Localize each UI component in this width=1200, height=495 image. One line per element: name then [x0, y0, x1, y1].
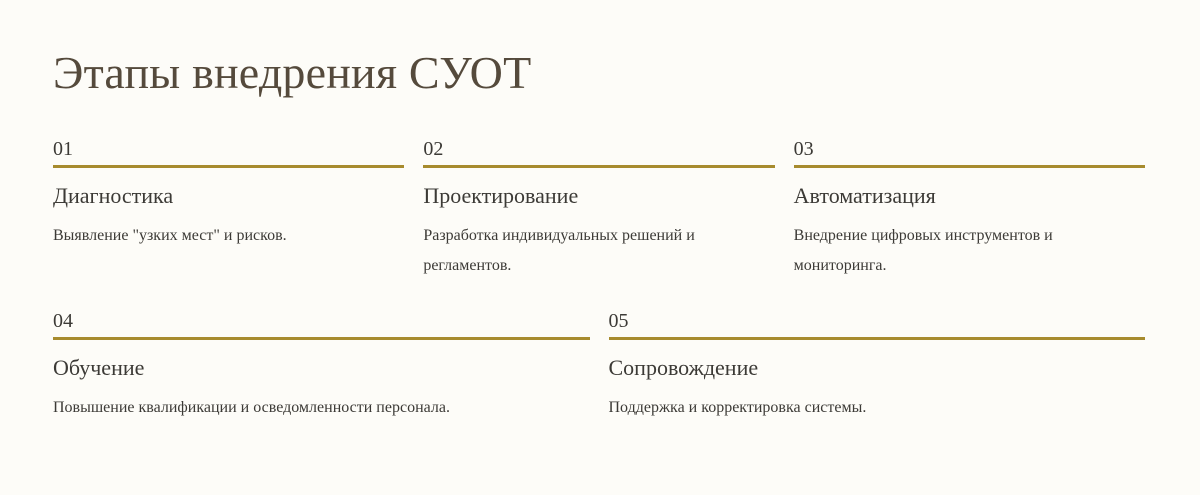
stage-card-5	[609, 310, 1146, 423]
stage-number: 03	[793, 138, 814, 160]
stage-divider	[609, 337, 1146, 340]
stage-card-3	[794, 138, 1145, 281]
stage-number: 01	[53, 138, 73, 160]
stages-row-bottom	[53, 310, 1145, 423]
stage-number: 02	[423, 138, 444, 160]
section-title: Этапы внедрения СУОТ	[53, 47, 532, 98]
stage-number: 05	[608, 310, 629, 332]
stage-divider	[794, 165, 1145, 168]
stage-title: Обучение	[53, 355, 145, 380]
stage-divider	[53, 165, 404, 168]
stages-row-top	[53, 138, 1145, 281]
stage-description: Внедрение цифровых инструментов и мониторинга.	[793, 227, 1053, 274]
stage-title: Диагностика	[53, 183, 174, 208]
stage-description: Разработка индивидуальных решений и регламентов.	[423, 227, 695, 274]
stage-divider	[423, 165, 774, 168]
stage-card-4	[53, 310, 590, 423]
stage-description: Поддержка и корректировка системы.	[608, 399, 867, 416]
stage-number: 04	[53, 310, 73, 332]
stage-description: Повышение квалификации и осведомленности персонала.	[53, 399, 450, 416]
stage-title: Сопровождение	[608, 355, 759, 380]
stage-divider	[53, 337, 590, 340]
stage-card-1	[53, 138, 404, 281]
stage-card-2	[423, 138, 774, 281]
stage-title: Проектирование	[423, 183, 579, 208]
stage-title: Автоматизация	[793, 183, 936, 208]
stage-description: Выявление "узких мест" и рисков.	[53, 227, 287, 244]
